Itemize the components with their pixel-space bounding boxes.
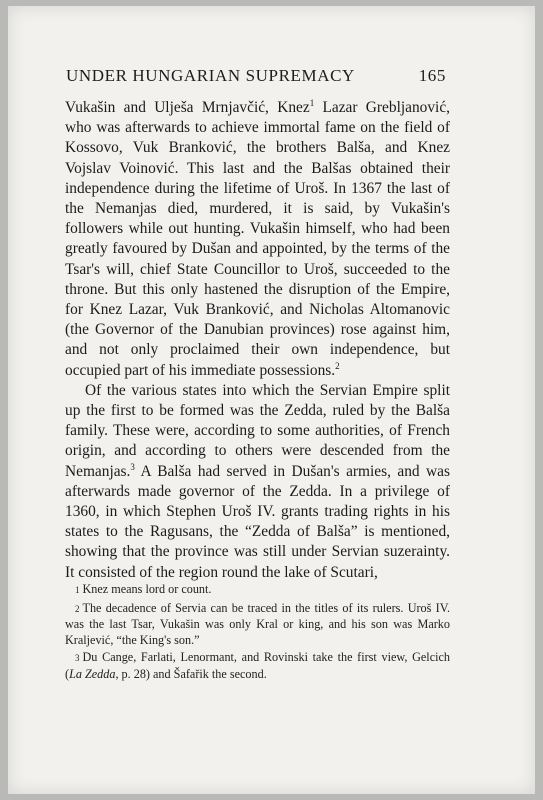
footnote	[65, 650, 450, 682]
running-header	[66, 66, 446, 86]
book-page	[8, 6, 535, 794]
text-run: Vukašin and Ulješa Mrnjavčić, Knez	[65, 99, 310, 116]
footnote-number: 1	[75, 585, 80, 595]
footnote-text: Du Cange, Farlati, Lenormant, and Rovinski take the first view, Gelcich (	[65, 650, 450, 681]
text-run: Of the various states into which the Servian Empire split up the first to be formed was the Zedda, ruled by the Balša family. These were, according to some authorities, of French origin, and according to others were descended from the Nemanjas.	[65, 381, 450, 480]
body-text	[65, 98, 450, 583]
footnote-ref: 1	[309, 97, 315, 108]
paragraph	[65, 381, 450, 583]
footnotes	[65, 582, 450, 683]
footnote-ref: 3	[130, 461, 135, 472]
page-number: 165	[418, 66, 446, 85]
footnote-number: 3	[75, 653, 80, 664]
footnote-ref: 2	[335, 360, 340, 371]
footnote	[65, 601, 450, 649]
footnote-text: , p. 28) and Šafařik the second.	[115, 666, 267, 681]
text-run: Lazar Grebljanović, who was afterwards to achieve immortal fame on the field of Kossovo, Vuk Branković, the brothers Balša, and Knez Vojslav Voinović. This last and the Balšas obtained their independence during the lifetime of Uroš. In 1367 the last of the Nemanjas died, murdered, it is said, by Vukašin's followers while out hunting. Vukašin himself, who had been greatly favoured by Dušan and appointed, by the terms of the Tsar's will, chief State Councillor to Uroš, succeeded to the throne. But this only hastened the disruption of the Empire, for Knez Lazar, Vuk Branković, and Nicholas Altomanovic (the Governor of the Danubian provinces) rose against him, and not only proclaimed their own independence, but occupied part of his immediate possessions.	[65, 99, 450, 379]
footnote-text: Knez means lord or count.	[82, 582, 212, 596]
footnote	[65, 582, 450, 599]
text-run: A Balša had served in Dušan's armies, and was afterwards made governor of the Zedda. In a privilege of 1360, in which Stephen Uroš IV. grants trading rights in his states to the Ragusans, the “Zedda of Balša” is mentioned, showing that the province was still under Servian suzerainty. It consisted of the region round the lake of Scutari,	[65, 462, 450, 581]
footnote-number: 2	[75, 603, 80, 614]
paragraph	[65, 98, 450, 381]
header-title: UNDER HUNGARIAN SUPREMACY	[66, 66, 355, 85]
footnote-text: The decadence of Servia can be traced in the titles of its rulers. Uroš IV. was the last Tsar, Vukašin was only Kral or king, and his son was Marko Kraljević, “the King's son.”	[65, 600, 450, 647]
footnote-italic-title: La Zedda	[69, 666, 116, 681]
